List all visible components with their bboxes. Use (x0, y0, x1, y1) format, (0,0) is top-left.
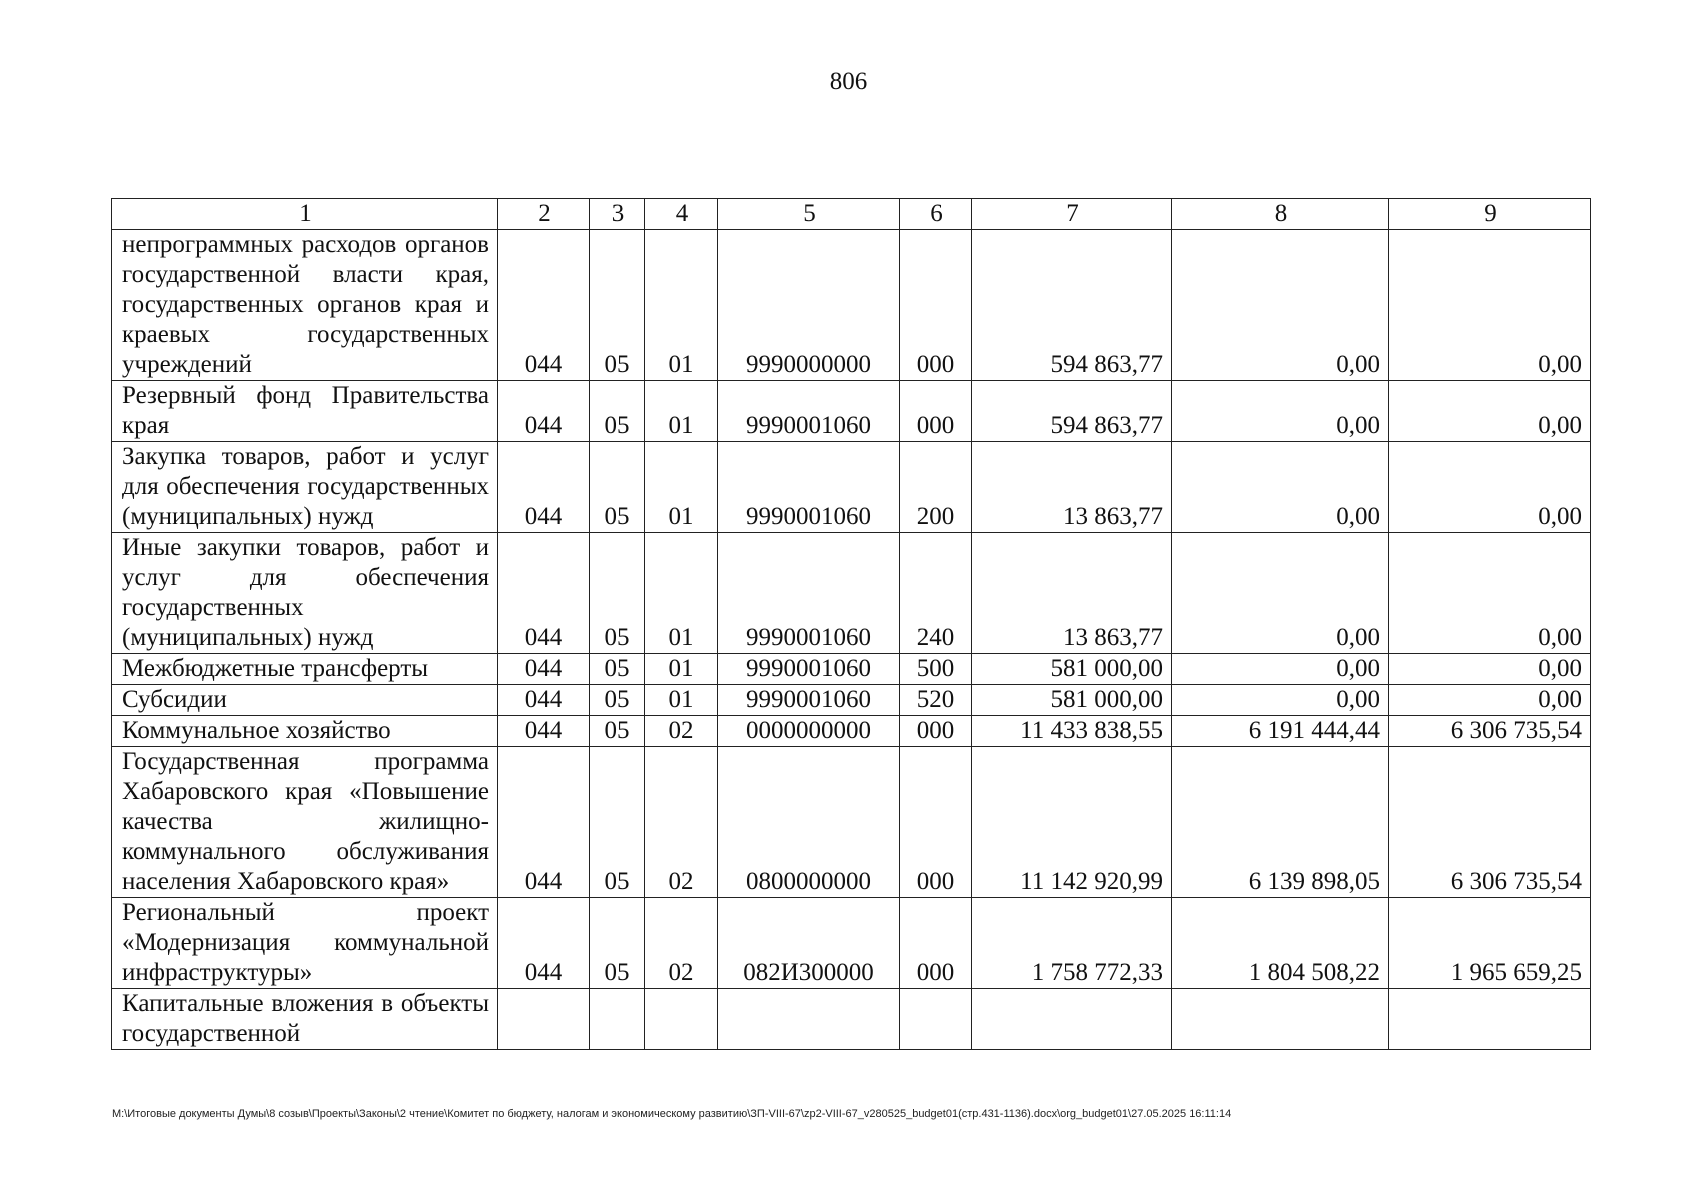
target-article-code: 9990001060 (718, 442, 900, 533)
amount-year-2: 6 191 444,44 (1172, 716, 1389, 747)
section-code: 05 (590, 230, 645, 381)
admin-code: 044 (498, 747, 590, 898)
amount-year-3: 0,00 (1389, 381, 1591, 442)
subsection-code: 01 (645, 442, 718, 533)
amount-year-2: 0,00 (1172, 381, 1389, 442)
amount-year-3: 0,00 (1389, 533, 1591, 654)
section-code: 05 (590, 533, 645, 654)
budget-table (111, 198, 1591, 1050)
table-row (112, 685, 1591, 716)
admin-code: 044 (498, 533, 590, 654)
expense-type-code: 500 (900, 654, 972, 685)
target-article-code: 9990001060 (718, 654, 900, 685)
amount-year-1: 581 000,00 (972, 685, 1172, 716)
amount-year-3: 0,00 (1389, 685, 1591, 716)
subsection-code: 01 (645, 685, 718, 716)
target-article-code: 9990000000 (718, 230, 900, 381)
admin-code: 044 (498, 654, 590, 685)
subsection-code: 01 (645, 381, 718, 442)
subsection-code: 02 (645, 747, 718, 898)
expense-name: Субсидии (112, 685, 498, 716)
amount-year-1: 594 863,77 (972, 381, 1172, 442)
section-code: 05 (590, 898, 645, 989)
table-row (112, 654, 1591, 685)
expense-name: Закупка товаров, работ и услуг для обеспечения государственных (муниципальных) нужд (112, 442, 498, 533)
table-row (112, 747, 1591, 898)
section-code: 05 (590, 442, 645, 533)
amount-year-2: 0,00 (1172, 685, 1389, 716)
table-row (112, 381, 1591, 442)
amount-year-2: 0,00 (1172, 442, 1389, 533)
admin-code: 044 (498, 442, 590, 533)
admin-code: 044 (498, 685, 590, 716)
expense-type-code: 000 (900, 381, 972, 442)
amount-year-2: 0,00 (1172, 654, 1389, 685)
expense-name: Межбюджетные трансферты (112, 654, 498, 685)
table-row (112, 533, 1591, 654)
amount-year-1: 594 863,77 (972, 230, 1172, 381)
column-number: 5 (718, 199, 900, 230)
subsection-code: 01 (645, 230, 718, 381)
amount-year-3 (1389, 989, 1591, 1050)
expense-name: Иные закупки товаров, работ и услуг для обеспечения государственных (муниципальных) нужд (112, 533, 498, 654)
column-number: 6 (900, 199, 972, 230)
amount-year-2: 1 804 508,22 (1172, 898, 1389, 989)
admin-code: 044 (498, 230, 590, 381)
target-article-code: 9990001060 (718, 381, 900, 442)
page-number: 806 (829, 68, 868, 95)
amount-year-3: 0,00 (1389, 654, 1591, 685)
section-code (590, 989, 645, 1050)
table-row (112, 989, 1591, 1050)
target-article-code: 0000000000 (718, 716, 900, 747)
section-code: 05 (590, 381, 645, 442)
expense-name: Капитальные вложения в объекты государственной (112, 989, 498, 1050)
table-row (112, 898, 1591, 989)
target-article-code: 082И300000 (718, 898, 900, 989)
column-number: 2 (498, 199, 590, 230)
section-code: 05 (590, 654, 645, 685)
amount-year-1: 13 863,77 (972, 442, 1172, 533)
amount-year-1: 11 142 920,99 (972, 747, 1172, 898)
target-article-code: 9990001060 (718, 685, 900, 716)
table-row (112, 716, 1591, 747)
section-code: 05 (590, 716, 645, 747)
expense-type-code: 000 (900, 898, 972, 989)
amount-year-1: 1 758 772,33 (972, 898, 1172, 989)
expense-type-code: 000 (900, 716, 972, 747)
target-article-code: 0800000000 (718, 747, 900, 898)
column-number: 8 (1172, 199, 1389, 230)
expense-type-code (900, 989, 972, 1050)
expense-type-code: 000 (900, 747, 972, 898)
amount-year-1: 13 863,77 (972, 533, 1172, 654)
subsection-code: 02 (645, 898, 718, 989)
admin-code: 044 (498, 898, 590, 989)
amount-year-1: 11 433 838,55 (972, 716, 1172, 747)
amount-year-3: 0,00 (1389, 230, 1591, 381)
target-article-code (718, 989, 900, 1050)
amount-year-1: 581 000,00 (972, 654, 1172, 685)
column-number: 7 (972, 199, 1172, 230)
admin-code (498, 989, 590, 1050)
admin-code: 044 (498, 716, 590, 747)
amount-year-3: 6 306 735,54 (1389, 747, 1591, 898)
expense-type-code: 240 (900, 533, 972, 654)
table-row (112, 442, 1591, 533)
amount-year-2 (1172, 989, 1389, 1050)
column-number: 9 (1389, 199, 1591, 230)
expense-type-code: 520 (900, 685, 972, 716)
table-row (112, 230, 1591, 381)
column-number-row (112, 199, 1591, 230)
expense-name: непрограммных расходов органов государственной власти края, государственных органов края и краевых государственных учреждений (112, 230, 498, 381)
subsection-code: 01 (645, 654, 718, 685)
amount-year-2: 6 139 898,05 (1172, 747, 1389, 898)
target-article-code: 9990001060 (718, 533, 900, 654)
amount-year-3: 0,00 (1389, 442, 1591, 533)
expense-type-code: 000 (900, 230, 972, 381)
file-path-footer: M:\Итоговые документы Думы\8 созыв\Проекты\Законы\2 чтение\Комитет по бюджету, налогам и экономическому развитию\ЗП-VIII-67\zp2-VIII-67_v280525_budget01(стр.431-1136).docx\org_budget01\27.05.2025 16:11:14 (112, 1108, 1232, 1120)
amount-year-2: 0,00 (1172, 533, 1389, 654)
column-number: 4 (645, 199, 718, 230)
amount-year-2: 0,00 (1172, 230, 1389, 381)
expense-name: Резервный фонд Правительства края (112, 381, 498, 442)
expense-name: Региональный проект «Модернизация коммунальной инфраструктуры» (112, 898, 498, 989)
subsection-code (645, 989, 718, 1050)
admin-code: 044 (498, 381, 590, 442)
section-code: 05 (590, 747, 645, 898)
subsection-code: 01 (645, 533, 718, 654)
column-number: 3 (590, 199, 645, 230)
expense-name: Коммунальное хозяйство (112, 716, 498, 747)
amount-year-3: 1 965 659,25 (1389, 898, 1591, 989)
section-code: 05 (590, 685, 645, 716)
amount-year-3: 6 306 735,54 (1389, 716, 1591, 747)
expense-type-code: 200 (900, 442, 972, 533)
expense-name: Государственная программа Хабаровского края «Повышение качества жилищно-коммунального обслуживания населения Хабаровского края» (112, 747, 498, 898)
amount-year-1 (972, 989, 1172, 1050)
column-number: 1 (112, 199, 498, 230)
subsection-code: 02 (645, 716, 718, 747)
